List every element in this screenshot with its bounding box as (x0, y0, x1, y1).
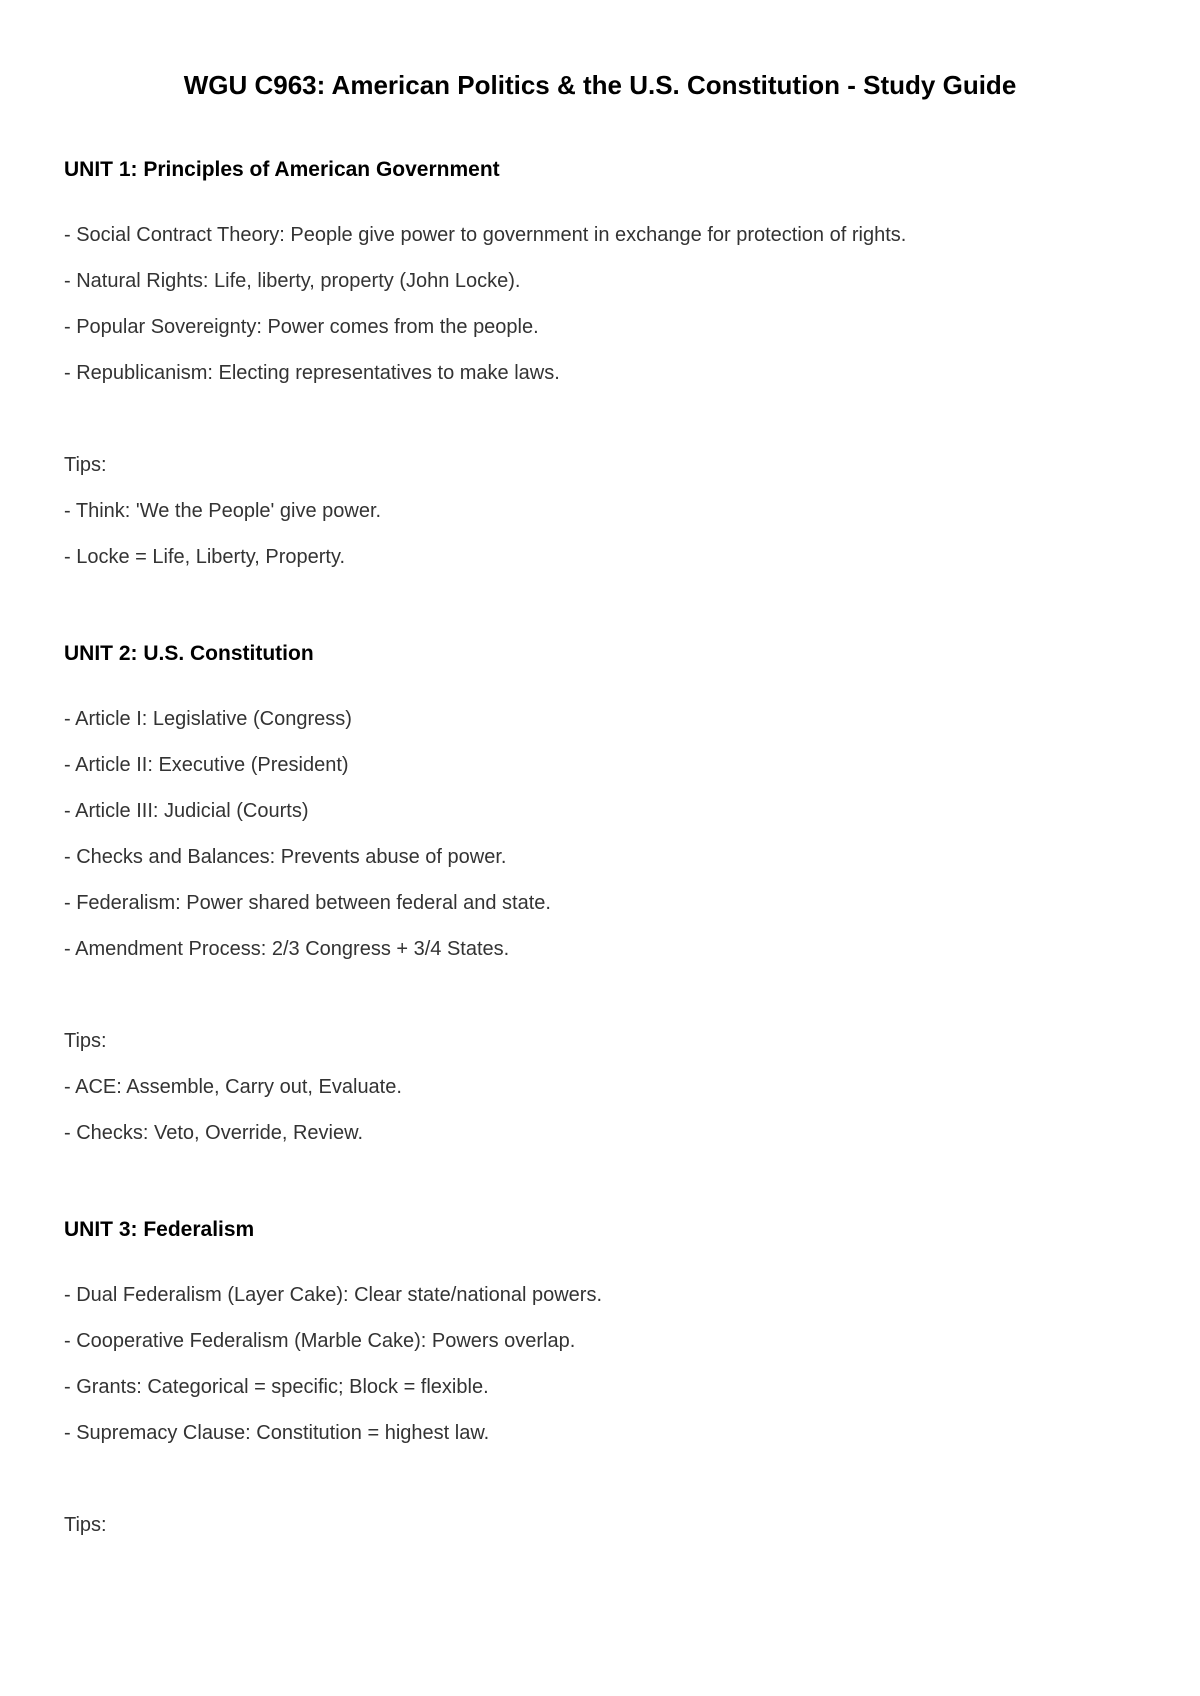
unit-heading: UNIT 3: Federalism (64, 1218, 255, 1241)
list-item: - Republicanism: Electing representatives to make laws. (64, 362, 560, 384)
unit-2-section (64, 634, 1144, 1156)
tip-item: - Checks: Veto, Override, Review. (64, 1122, 364, 1144)
tips-label: Tips: (64, 1514, 107, 1536)
tips-label: Tips: (64, 454, 107, 476)
unit-heading: UNIT 1: Principles of American Government (64, 158, 500, 181)
tip-item: - Think: 'We the People' give power. (64, 500, 382, 522)
list-item: - Cooperative Federalism (Marble Cake): Powers overlap. (64, 1330, 576, 1352)
list-item: - Grants: Categorical = specific; Block = flexible. (64, 1376, 489, 1398)
list-item: - Checks and Balances: Prevents abuse of power. (64, 846, 507, 868)
list-item: - Supremacy Clause: Constitution = highest law. (64, 1422, 490, 1444)
list-item: - Article III: Judicial (Courts) (64, 800, 309, 822)
unit-3-section (64, 1210, 1144, 1548)
unit-heading: UNIT 2: U.S. Constitution (64, 642, 314, 665)
list-item: - Federalism: Power shared between federal and state. (64, 892, 551, 914)
list-item: - Article I: Legislative (Congress) (64, 708, 352, 730)
list-item: - Dual Federalism (Layer Cake): Clear state/national powers. (64, 1284, 602, 1306)
list-item: - Popular Sovereignty: Power comes from the people. (64, 316, 539, 338)
unit-1-section (64, 150, 1144, 580)
tips-label: Tips: (64, 1030, 107, 1052)
list-item: - Article II: Executive (President) (64, 754, 349, 776)
document-title: WGU C963: American Politics & the U.S. Constitution - Study Guide (183, 70, 1017, 100)
tip-item: - Locke = Life, Liberty, Property. (64, 546, 346, 568)
list-item: - Natural Rights: Life, liberty, property (John Locke). (64, 270, 521, 292)
tip-item: - ACE: Assemble, Carry out, Evaluate. (64, 1076, 402, 1098)
list-item: - Amendment Process: 2/3 Congress + 3/4 States. (64, 938, 510, 960)
list-item: - Social Contract Theory: People give power to government in exchange for protection of rights. (64, 224, 907, 246)
